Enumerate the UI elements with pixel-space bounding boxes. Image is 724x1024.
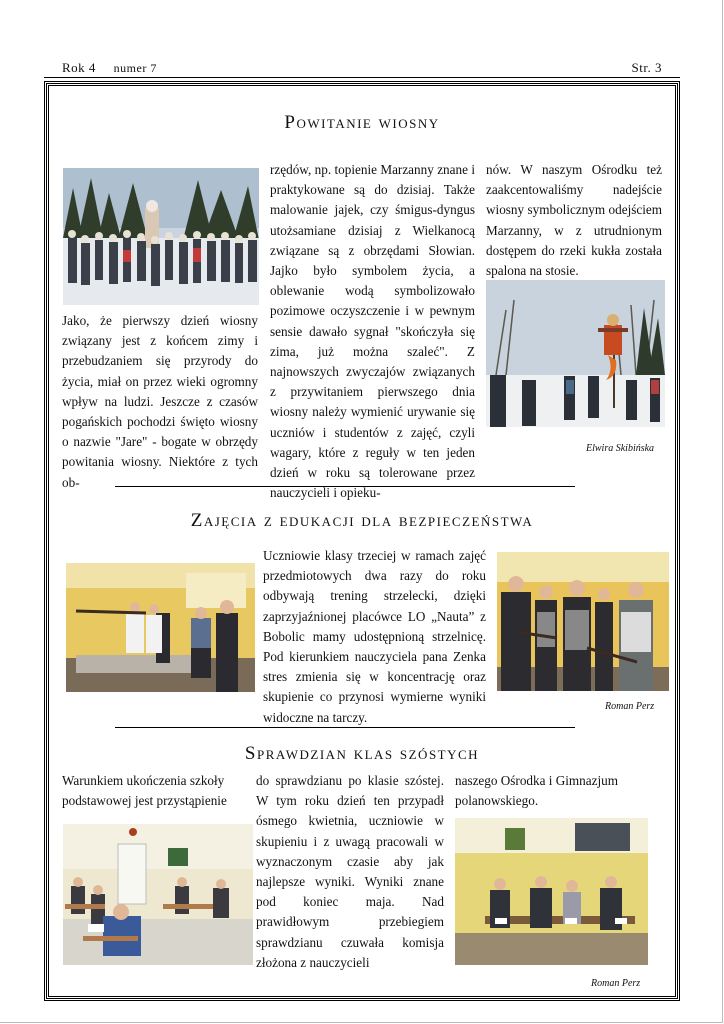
photo-spring-group xyxy=(63,168,259,305)
photo-students-rifles xyxy=(497,552,669,691)
section1-column1: Jako, że pierwszy dzień wiosny związany jest z końcem zimy i przebudzaniem się przyrody do życia, miał on przez wieki ogromny wpływ na ludzi. Jeszcze z czasów pogańskich pochodzi święto wiosny o nazwie "Jare" - bogate w obrzędy powitania wiosny. Niektóre z tych ob- xyxy=(62,313,258,490)
section-title-spring: Powitanie wiosny xyxy=(284,112,440,133)
section3-credit: Roman Perz xyxy=(591,978,641,989)
photo-shooting-range xyxy=(66,563,255,692)
section3-column1: Warunkiem ukończenia szkoły podstawowej jest przystąpienie xyxy=(62,773,227,809)
section2-text: Uczniowie klasy trzeciej w ramach zajęć przedmiotowych dwa razy do roku odbywają trening strzelecki, dzięki zaprzyjaźnionej placówce LO „Nauta” z Bobolic mamy udostępnioną strzelnicę. Pod kierunkiem nauczyciela pana Zenka stres zmienia się w koncentrację oraz skupienie co przynosi wymierne wyniki widoczne na tarczy. xyxy=(263,548,486,725)
section-divider-2 xyxy=(115,727,575,728)
section-title-exam: Sprawdzian klas szóstych xyxy=(244,743,480,764)
photo-marzanna-burning xyxy=(486,280,665,427)
photo-exam-classroom xyxy=(63,824,253,965)
section2-credit: Roman Perz xyxy=(605,701,655,712)
section1-column3: nów. W naszym Ośrodku też zaakcentowaliśmy nadejście wiosny symbolicznym odejściem Marzanny, w z utrudnionym dostępem do rzeki kukła została spalona na stosie. xyxy=(486,162,662,279)
section-title-safety: Zajęcia z edukacji dla bezpieczeństwa xyxy=(190,510,534,531)
section1-column2: rzędów, np. topienie Marzanny znane i praktykowane są do dzisiaj. Także malowanie jajek, czy śmigus-dyngus utożsamiane dzisiaj z Wielkanocą związane są z obrzędami Słowian. Jajko było symbolem życia, a oblewanie wodą symbolizowało pozimowe oczyszczenie i w pewnym sensie dawało sygnał "skończyła się zima, już można szaleć". Z najnowszych zwyczajów związanych z przywitaniem pierwszego dnia wiosny należy wymienić urywanie się uczniów i studentów z zajęć, czyli wagary, które z reguły w ten jeden dzień w roku są tolerowane przez nauczycieli i opieku- xyxy=(270,162,475,501)
section1-credit: Elwira Skibińska xyxy=(586,443,655,454)
year-label: Rok 4 xyxy=(62,60,96,75)
header-rule xyxy=(44,77,680,78)
photo-exam-committee xyxy=(455,818,648,965)
section3-column3: naszego Ośrodka i Gimnazjum polanowskiego. xyxy=(455,773,618,809)
section3-column2: do sprawdzianu po klasie szóstej. W tym roku dzień ten przypadł ósmego kwietnia, uczniowie w skupieniu i z uwagą pracowali w wyznaczonym czasie aby jak najlepsze wyniki. Wyniki znane pod koniec maja. Nad prawidłowym przebiegiem sprawdzianu czuwała komisja złożona z nauczycieli xyxy=(256,773,444,970)
section-divider-1 xyxy=(115,486,575,487)
page-number: Str. 3 xyxy=(631,60,662,75)
issue-info xyxy=(62,60,171,76)
page-header xyxy=(62,60,662,78)
issue-number: numer 7 xyxy=(113,61,157,75)
